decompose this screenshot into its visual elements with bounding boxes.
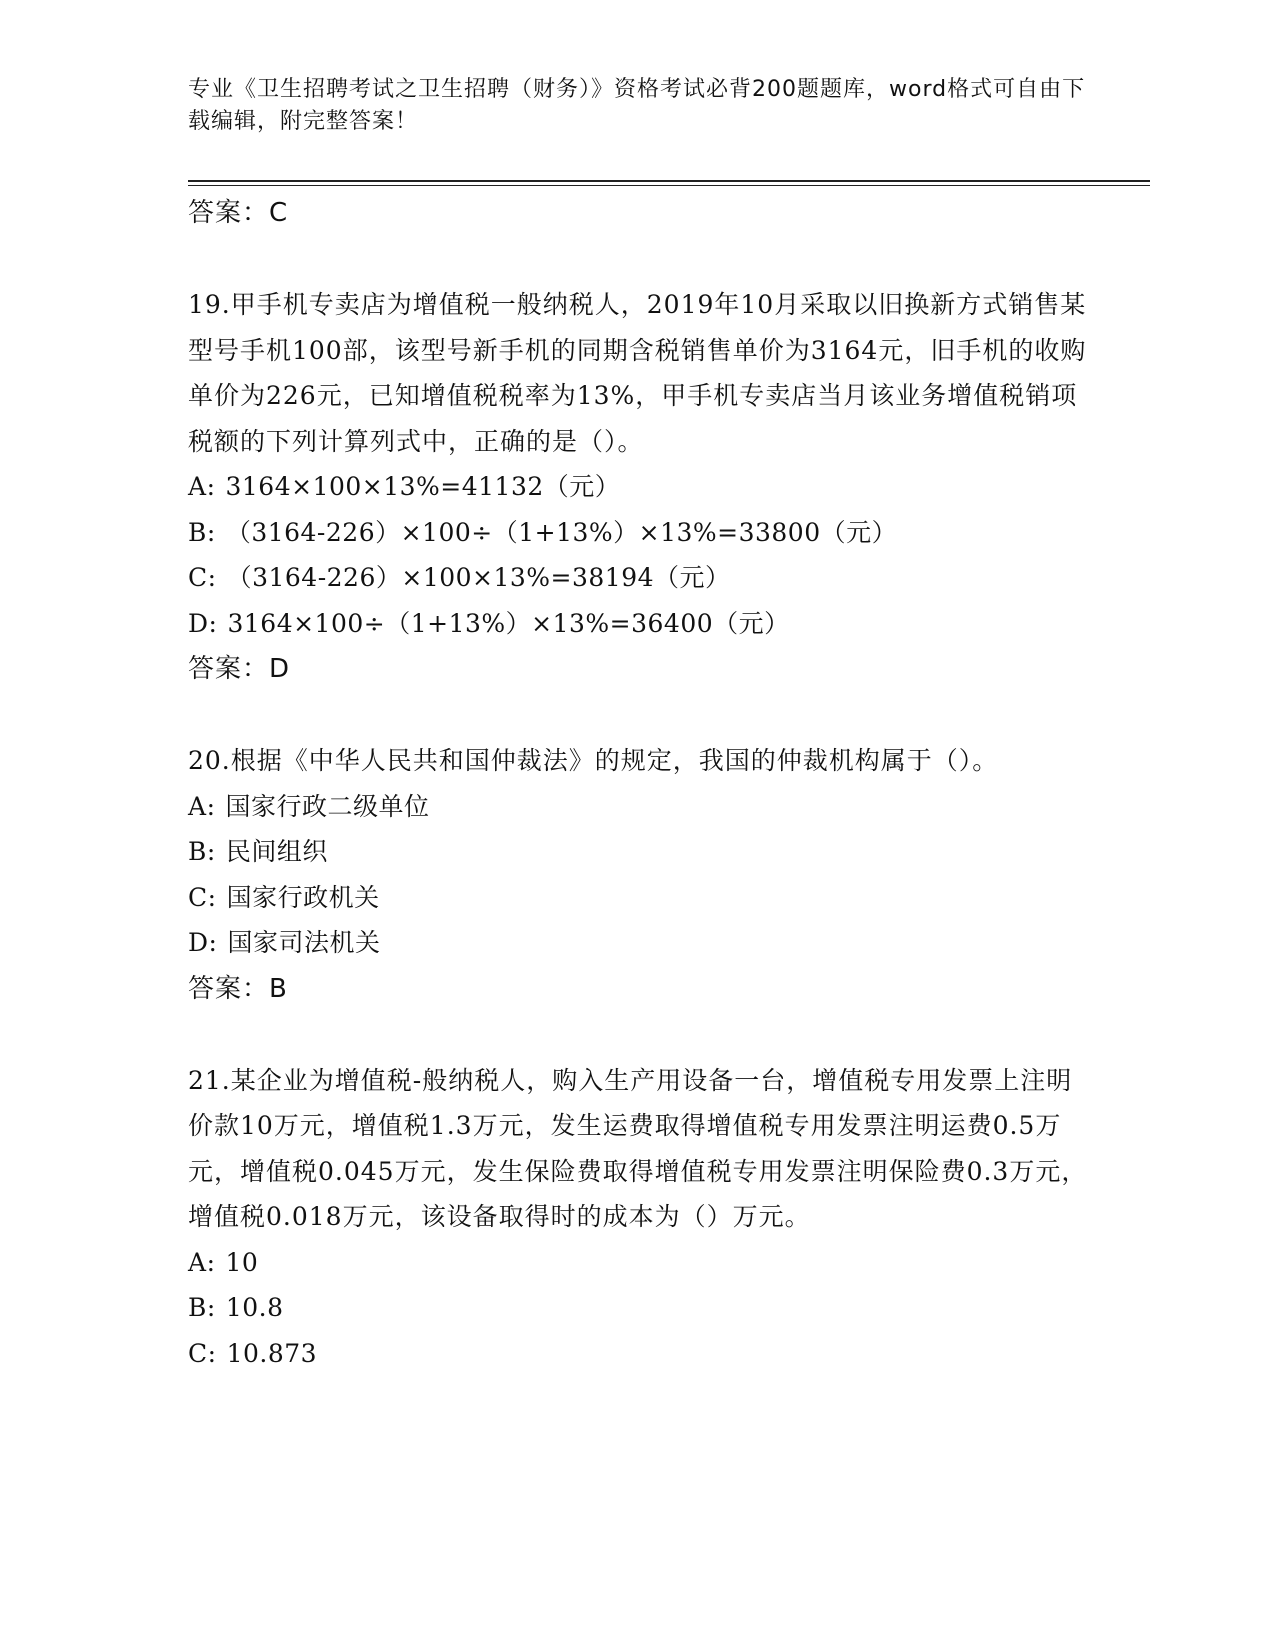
question-stem: 19.甲手机专卖店为增值税一般纳税人，2019年10月采取以旧换新方式销售某型号手机100部，该型号新手机的同期含税销售单价为3164元，旧手机的收购单价为226元，已知增值税税率为13%，甲手机专卖店当月该业务增值税销项税额的下列计算列式中，正确的是（）。 <box>188 290 1087 456</box>
option-separator: : <box>206 1293 216 1322</box>
option-text: 3164×100×13%=41132（元） <box>225 472 621 501</box>
question-20 <box>188 738 1088 1012</box>
option-text: 国家司法机关 <box>227 928 381 957</box>
option-letter: B <box>188 517 207 547</box>
option-separator: : <box>208 928 218 957</box>
option-c <box>188 875 1088 921</box>
option-letter: B <box>188 837 207 866</box>
option-c <box>188 1331 1088 1377</box>
question-answer: 答案：B <box>188 973 288 1004</box>
option-letter: A <box>188 791 207 821</box>
option-text: 10.8 <box>225 1293 284 1322</box>
option-d <box>188 920 1088 966</box>
option-c <box>188 555 1088 601</box>
question-answer: 答案：D <box>188 654 291 684</box>
document-header: 专业《卫生招聘考试之卫生招聘（财务）》资格考试必背200题题库，word格式可自由下载编辑，附完整答案！ <box>188 77 1086 134</box>
option-letter: C <box>188 882 208 912</box>
option-text: （3164-226）×100×13%=38194（元） <box>226 563 731 592</box>
question-stem: 20.根据《中华人民共和国仲裁法》的规定，我国的仲裁机构属于（）。 <box>188 746 999 775</box>
option-b <box>188 510 1088 556</box>
option-text: 10 <box>225 1247 259 1277</box>
option-text: 10.873 <box>226 1338 318 1368</box>
option-separator: : <box>206 517 216 547</box>
option-text: 民间组织 <box>225 837 328 866</box>
option-letter: D <box>188 608 209 638</box>
option-separator: : <box>208 608 218 638</box>
option-letter: C <box>188 563 208 592</box>
header-rule-thin <box>188 185 1150 186</box>
option-text: 国家行政机关 <box>226 882 380 912</box>
option-b <box>188 829 1088 875</box>
option-letter: B <box>188 1293 207 1322</box>
option-text: 国家行政二级单位 <box>225 791 430 821</box>
option-a <box>188 1240 1088 1286</box>
option-separator: : <box>207 563 217 592</box>
previous-answer: 答案：C <box>188 198 289 228</box>
option-separator: : <box>206 837 216 866</box>
option-letter: A <box>188 472 207 501</box>
document-body <box>188 190 1088 1376</box>
option-separator: : <box>207 882 217 912</box>
header-rule-thick <box>188 180 1150 182</box>
question-21 <box>188 1058 1088 1377</box>
option-b <box>188 1285 1088 1331</box>
option-letter: D <box>188 928 209 957</box>
option-text: （3164-226）×100÷（1+13%）×13%=33800（元） <box>225 517 898 547</box>
question-stem: 21.某企业为增值税-般纳税人，购入生产用设备一台，增值税专用发票上注明价款10万元，增值税1.3万元，发生运费取得增值税专用发票注明运费0.5万元，增值税0.045万元，发生保险费取得增值税专用发票注明保险费0.3万元，增值税0.018万元，该设备取得时的成本为（）万元。 <box>188 1065 1088 1231</box>
option-a <box>188 464 1088 510</box>
option-letter: A <box>188 1247 207 1277</box>
question-19 <box>188 282 1088 692</box>
option-separator: : <box>207 1338 217 1368</box>
option-a <box>188 784 1088 830</box>
option-d <box>188 601 1088 647</box>
option-separator: : <box>206 1247 216 1277</box>
option-separator: : <box>206 472 216 501</box>
option-letter: C <box>188 1338 208 1368</box>
option-separator: : <box>206 791 216 821</box>
option-text: 3164×100÷（1+13%）×13%=36400（元） <box>227 608 790 638</box>
